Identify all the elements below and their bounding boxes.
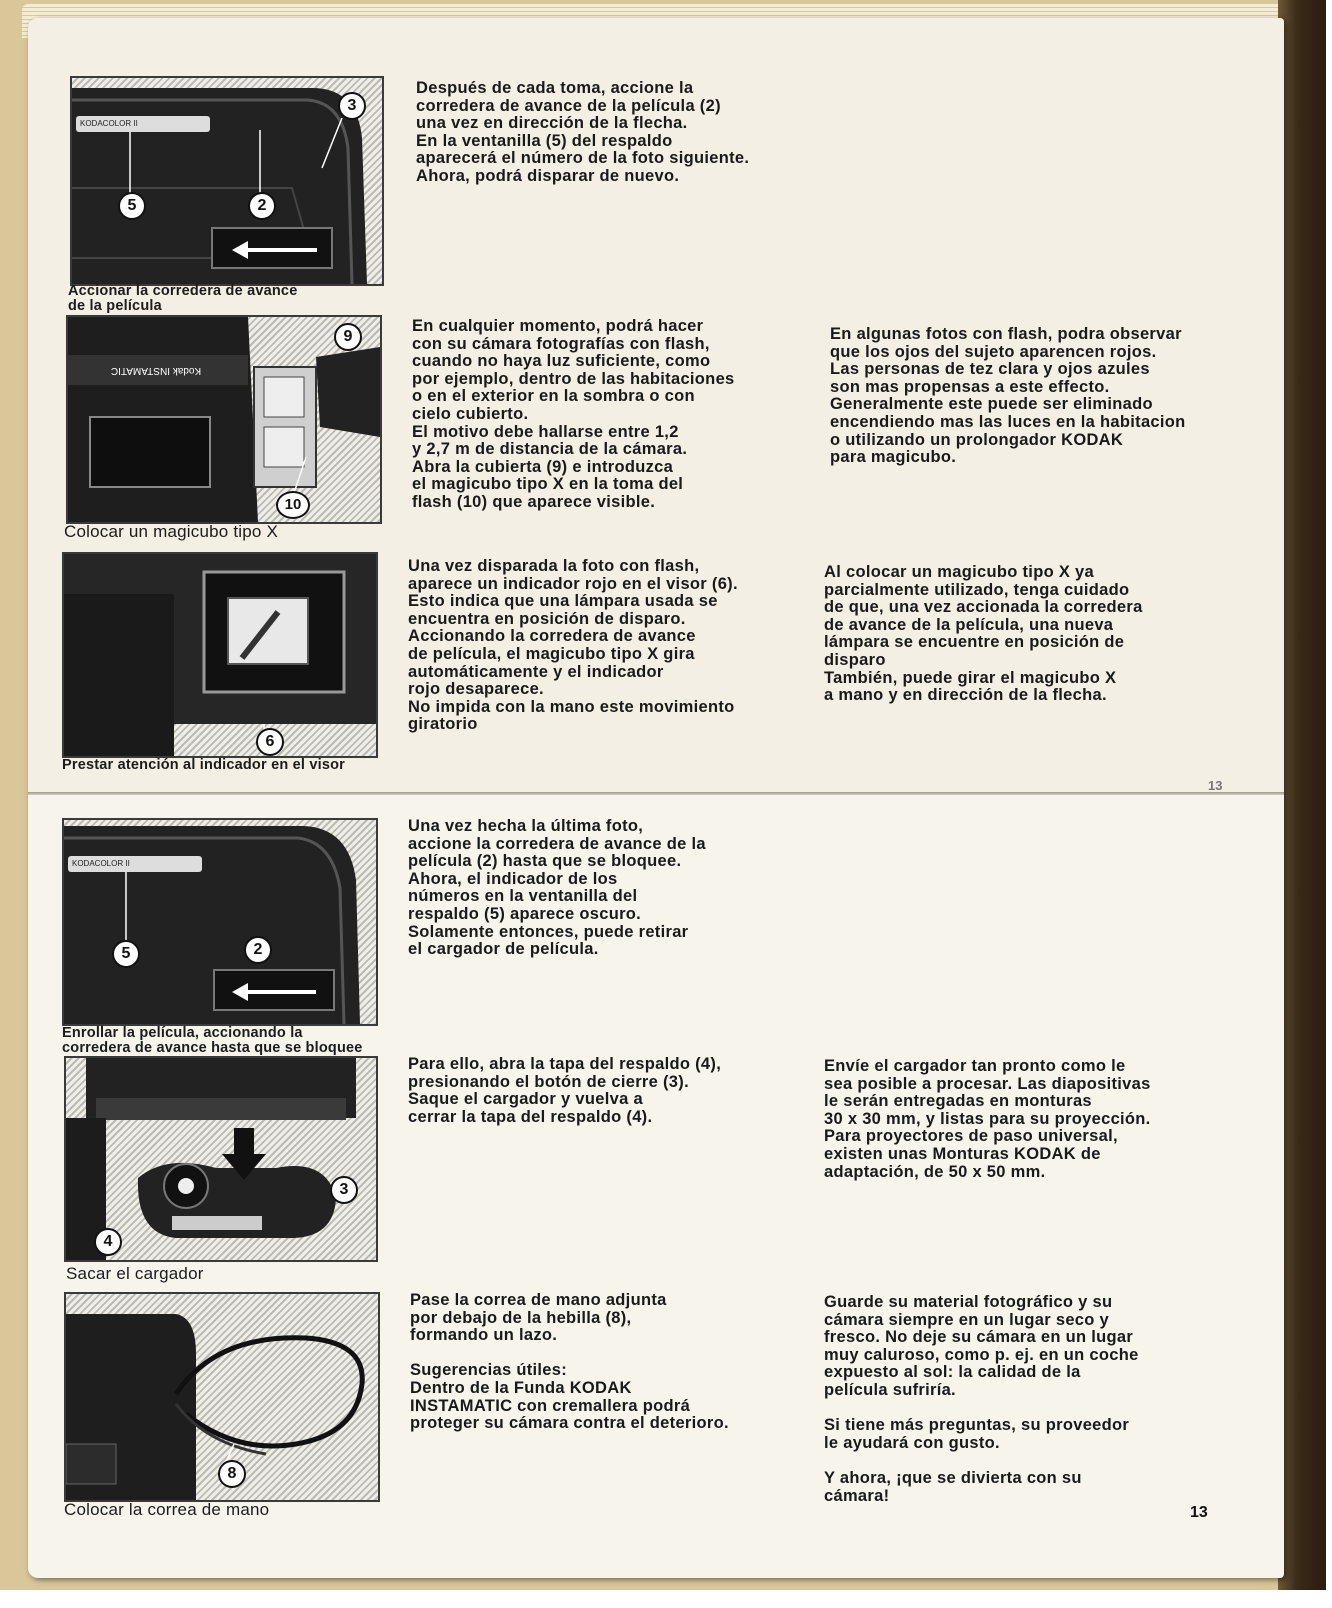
figure-remove-cartridge <box>64 1056 378 1262</box>
film-label: KODACOLOR II <box>68 856 202 872</box>
callout-10: 10 <box>276 491 310 519</box>
page-fold-line <box>28 792 1284 795</box>
figure-caption: Prestar atención al indicador en el visor <box>62 757 345 773</box>
instruction-text: Para ello, abra la tapa del respaldo (4), presionando el botón de cierre (3). Saque el cargador y vuelva a cerrar la tapa del respaldo (4). <box>408 1055 722 1126</box>
figure-magicube <box>66 315 382 524</box>
instruction-text: Una vez hecha la última foto, accione la corredera de avance de la película (2) hasta que se bloquee. Ahora, el indicador de los números en la ventanilla del respaldo (5) aparece oscuro. Solamente entonces, puede retirar el cargador de película. <box>408 817 706 959</box>
camera-brand-label: Kodak INSTAMATIC <box>110 365 202 376</box>
callout-3: 3 <box>330 1176 358 1204</box>
callout-4: 4 <box>94 1228 122 1256</box>
figure-caption: Colocar la correa de mano <box>64 1500 270 1519</box>
figure-rewind-film <box>62 818 378 1026</box>
figure-wrist-strap <box>64 1292 380 1502</box>
film-label: KODACOLOR II <box>76 116 210 132</box>
instruction-text: Pase la correa de mano adjunta por debajo de la hebilla (8), formando un lazo. Sugerencias útiles: Dentro de la Funda KODAK INSTAMATIC con cremallera podrá proteger su cámara contra el deterioro. <box>410 1291 729 1433</box>
callout-2: 2 <box>248 192 276 220</box>
book-spine <box>1278 0 1326 1590</box>
figure-caption: Enrollar la película, accionando la corredera de avance hasta que se bloquee <box>62 1025 363 1056</box>
figure-caption: Colocar un magicubo tipo X <box>64 522 279 541</box>
side-note-text: Envíe el cargador tan pronto como le sea posible a procesar. Las diapositivas le serán entregadas en monturas 30 x 30 mm, y listas para su proyección. Para proyectores de paso universal, existen unas Monturas KODAK de adaptación, de 50 x 50 mm. <box>824 1057 1151 1181</box>
callout-9: 9 <box>334 323 362 351</box>
figure-advance-film <box>70 76 384 286</box>
figure-viewfinder-indicator <box>62 552 378 758</box>
instruction-text: Una vez disparada la foto con flash, aparece un indicador rojo en el visor (6). Esto indica que una lámpara usada se encuentra en posición de disparo. Accionando la corredera de avance de película, el magicubo tipo X gira automáticamente y el indicador rojo desaparece. No impida con la mano este movimiento giratorio <box>408 557 738 734</box>
side-note-text: Guarde su material fotográfico y su cámara siempre en un lugar seco y fresco. No deje su cámara en un lugar muy caluroso, como p. ej. en un coche expuesto al sol: la calidad de la película sufriría. Si tiene más preguntas, su proveedor le ayudará con gusto. Y ahora, ¡que se divierta con su cámara! <box>824 1293 1139 1505</box>
instruction-text: En cualquier momento, podrá hacer con su cámara fotografías con flash, cuando no haya luz suficiente, como por ejemplo, dentro de las habitaciones o en el exterior en la sombra o con cielo cubierto. El motivo debe hallarse entre 1,2 y 2,7 m de distancia de la cámara. Abra la cubierta (9) e introduzca el magicubo tipo X en la toma del flash (10) que aparece visible. <box>412 317 735 511</box>
page-number-faint: 13 <box>1208 778 1223 793</box>
side-note-text: En algunas fotos con flash, podra observar que los ojos del sujeto aparencen rojos. Las personas de tez clara y ojos azules son mas propensas a este effecto. Generalmente este puede ser eliminado encendiendo mas las luces en la habitacion o utilizando un prolongador KODAK para magicubo. <box>830 325 1186 467</box>
side-note-text: Al colocar un magicubo tipo X ya parcialmente utilizado, tenga cuidado de que, una vez accionada la corredera de avance de la película, una nueva lámpara se encuentre en posición de disparo También, puede girar el magicubo X a mano y en dirección de la flecha. <box>824 563 1143 705</box>
figure-caption: Accionar la corredera de avance de la película <box>68 283 298 314</box>
callout-6: 6 <box>256 728 284 756</box>
figure-caption: Sacar el cargador <box>66 1264 204 1283</box>
callout-3: 3 <box>338 92 366 120</box>
page-number: 13 <box>1190 1504 1208 1521</box>
callout-8: 8 <box>218 1460 246 1488</box>
callout-2: 2 <box>244 936 272 964</box>
callout-5: 5 <box>118 192 146 220</box>
callout-5: 5 <box>112 940 140 968</box>
instruction-text: Después de cada toma, accione la corredera de avance de la película (2) una vez en dirección de la flecha. En la ventanilla (5) del respaldo aparecerá el número de la foto siguiente. Ahora, podrá disparar de nuevo. <box>416 79 750 185</box>
